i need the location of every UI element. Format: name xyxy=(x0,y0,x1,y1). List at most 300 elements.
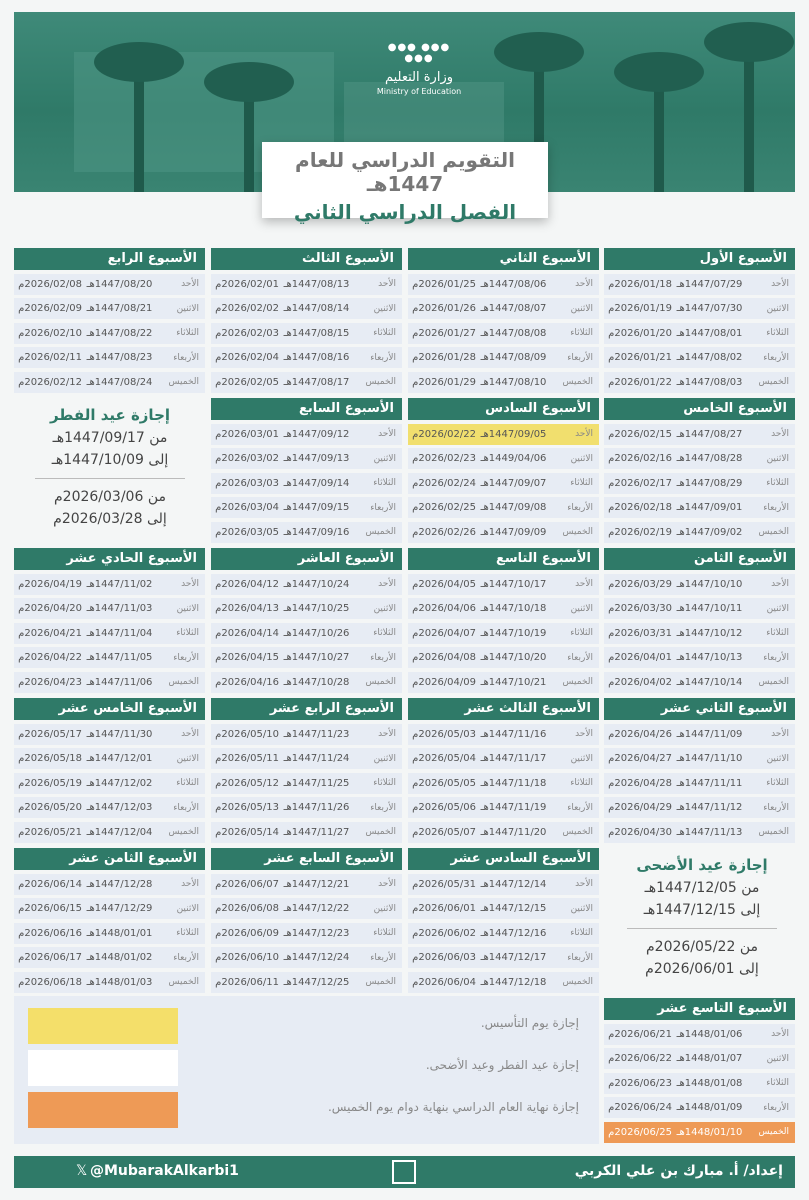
day-name: الأربعاء xyxy=(370,652,396,663)
day-row xyxy=(604,598,795,619)
day-row xyxy=(211,372,402,393)
day-row xyxy=(211,898,402,919)
day-row xyxy=(14,797,205,818)
day-name: الأربعاء xyxy=(567,952,593,963)
gregorian-date: 2026/02/10م xyxy=(18,327,82,339)
day-row xyxy=(14,372,205,393)
gregorian-date: 2026/05/10م xyxy=(215,728,279,740)
gregorian-date: 2026/04/23م xyxy=(18,676,82,688)
day-row xyxy=(604,372,795,393)
hijri-date: 1447/08/16هـ xyxy=(283,352,350,363)
hijri-date: 1447/11/17هـ xyxy=(480,753,547,764)
day-row xyxy=(604,522,795,543)
hijri-date: 1447/08/29هـ xyxy=(676,477,743,489)
gregorian-date: 2026/04/30م xyxy=(608,826,672,838)
week-title: الأسبوع التاسع عشر xyxy=(604,998,795,1020)
week-card xyxy=(408,848,599,993)
hijri-date: 1447/09/14هـ xyxy=(283,477,350,489)
gregorian-date: 2026/04/01م xyxy=(608,652,672,663)
hijri-date: 1447/08/20هـ xyxy=(86,278,153,290)
x-icon: 𝕏 xyxy=(76,1163,88,1179)
gregorian-date: 2026/06/07م xyxy=(215,878,279,890)
day-row xyxy=(211,323,402,344)
day-row xyxy=(211,748,402,769)
day-row xyxy=(14,773,205,794)
gregorian-date: 2026/04/27م xyxy=(608,753,672,764)
fitr-hijri-to: إلى 1447/10/09هـ xyxy=(51,452,169,468)
week-card xyxy=(604,398,795,543)
gregorian-date: 2026/06/22م xyxy=(608,1053,672,1064)
hijri-date: 1448/01/03هـ xyxy=(86,976,153,988)
day-name: الأحد xyxy=(771,279,789,289)
day-row xyxy=(14,748,205,769)
day-row xyxy=(604,724,795,745)
day-row xyxy=(604,822,795,843)
gregorian-date: 2026/03/01م xyxy=(215,428,279,440)
day-row xyxy=(408,347,599,368)
day-name: الثلاثاء xyxy=(373,628,396,638)
day-row xyxy=(211,822,402,843)
week-title: الأسبوع الثامن عشر xyxy=(14,848,205,870)
gregorian-date: 2026/06/02م xyxy=(412,927,476,939)
hijri-date: 1447/10/25هـ xyxy=(283,603,350,614)
gregorian-date: 2026/03/29م xyxy=(608,578,672,590)
day-name: الأربعاء xyxy=(763,1102,789,1113)
day-row xyxy=(14,972,205,993)
day-row xyxy=(211,298,402,319)
day-name: الأحد xyxy=(181,579,199,589)
hijri-date: 1447/10/12هـ xyxy=(676,627,743,639)
ministry-name-en: Ministry of Education xyxy=(376,87,462,96)
week-title: الأسبوع الثالث عشر xyxy=(408,698,599,720)
author-name: إعداد/ أ. مبارك بن علي الكربي xyxy=(574,1163,783,1179)
hijri-date: 1447/10/17هـ xyxy=(480,578,547,590)
day-row xyxy=(14,598,205,619)
hijri-date: 1447/12/03هـ xyxy=(86,802,153,813)
hijri-date: 1447/11/27هـ xyxy=(283,826,350,838)
hijri-date: 1447/11/18هـ xyxy=(480,777,547,789)
gregorian-date: 2026/01/27م xyxy=(412,327,476,339)
day-name: الاثنين xyxy=(373,903,396,914)
hijri-date: 1447/08/06هـ xyxy=(480,278,547,290)
day-name: الاثنين xyxy=(176,603,199,614)
day-name: الأحد xyxy=(771,1029,789,1039)
hijri-date: 1447/09/15هـ xyxy=(283,502,350,513)
legend-label-founding: إجازة يوم التأسيس. xyxy=(480,1016,579,1030)
hijri-date: 1447/11/25هـ xyxy=(283,777,350,789)
day-name: الخميس xyxy=(168,677,199,687)
week-card xyxy=(408,548,599,693)
legend xyxy=(14,996,599,1144)
gregorian-date: 2026/02/11م xyxy=(18,352,82,363)
hijri-date: 1447/09/09هـ xyxy=(480,526,547,538)
day-row xyxy=(211,797,402,818)
day-row xyxy=(604,473,795,494)
hijri-date: 1447/10/24هـ xyxy=(283,578,350,590)
gregorian-date: 2026/03/31م xyxy=(608,627,672,639)
gregorian-date: 2026/02/04م xyxy=(215,352,279,363)
day-row xyxy=(604,1024,795,1045)
day-name: الأحد xyxy=(771,579,789,589)
hijri-date: 1447/11/04هـ xyxy=(86,627,153,639)
day-row xyxy=(604,773,795,794)
week-card xyxy=(14,698,205,843)
week-title: الأسبوع الخامس عشر xyxy=(14,698,205,720)
gregorian-date: 2026/05/14م xyxy=(215,826,279,838)
day-row xyxy=(604,1097,795,1118)
day-name: الثلاثاء xyxy=(176,328,199,338)
day-row xyxy=(604,574,795,595)
hijri-date: 1447/08/13هـ xyxy=(283,278,350,290)
day-row xyxy=(14,323,205,344)
hijri-date: 1448/01/09هـ xyxy=(676,1102,743,1113)
day-name: الاثنين xyxy=(176,753,199,764)
hijri-date: 1447/08/27هـ xyxy=(676,428,743,440)
week-title: الأسبوع الثامن xyxy=(604,548,795,570)
day-name: الاثنين xyxy=(570,903,593,914)
day-row xyxy=(604,424,795,445)
hijri-date: 1447/11/09هـ xyxy=(676,728,743,740)
day-row xyxy=(408,497,599,518)
day-name: الأربعاء xyxy=(370,502,396,513)
day-name: الاثنين xyxy=(373,453,396,464)
week-title: الأسبوع الأول xyxy=(604,248,795,270)
day-name: الأربعاء xyxy=(370,952,396,963)
day-name: الأحد xyxy=(771,729,789,739)
day-name: الثلاثاء xyxy=(373,928,396,938)
gregorian-date: 2026/02/26م xyxy=(412,526,476,538)
adha-greg-from: من 2026/05/22م xyxy=(646,939,758,955)
gregorian-date: 2026/06/14م xyxy=(18,878,82,890)
hijri-date: 1447/11/23هـ xyxy=(283,728,350,740)
day-row xyxy=(408,598,599,619)
hijri-date: 1449/04/06هـ xyxy=(480,453,547,464)
hijri-date: 1447/09/05هـ xyxy=(480,428,547,440)
hijri-date: 1447/10/19هـ xyxy=(480,627,547,639)
day-name: الخميس xyxy=(365,677,396,687)
day-row xyxy=(408,574,599,595)
day-name: الثلاثاء xyxy=(176,628,199,638)
gregorian-date: 2026/06/01م xyxy=(412,903,476,914)
week-title: الأسبوع التاسع xyxy=(408,548,599,570)
day-name: الأحد xyxy=(575,279,593,289)
day-name: الثلاثاء xyxy=(570,778,593,788)
day-name: الثلاثاء xyxy=(766,778,789,788)
gregorian-date: 2026/01/25م xyxy=(412,278,476,290)
hijri-date: 1447/12/01هـ xyxy=(86,753,153,764)
hijri-date: 1447/08/15هـ xyxy=(283,327,350,339)
gregorian-date: 2026/02/09م xyxy=(18,303,82,314)
hijri-date: 1447/08/02هـ xyxy=(676,352,743,363)
week-card xyxy=(408,248,599,393)
day-row xyxy=(408,724,599,745)
day-name: الأحد xyxy=(575,429,593,439)
gregorian-date: 2026/01/28م xyxy=(412,352,476,363)
week-card xyxy=(604,998,795,1143)
gregorian-date: 2026/06/04م xyxy=(412,976,476,988)
day-row xyxy=(14,947,205,968)
day-row xyxy=(211,424,402,445)
day-row xyxy=(604,497,795,518)
day-name: الثلاثاء xyxy=(766,328,789,338)
gregorian-date: 2026/02/02م xyxy=(215,303,279,314)
day-name: الخميس xyxy=(758,677,789,687)
gregorian-date: 2026/06/18م xyxy=(18,976,82,988)
day-name: الاثنين xyxy=(570,303,593,314)
day-name: الاثنين xyxy=(570,603,593,614)
day-name: الاثنين xyxy=(176,303,199,314)
day-name: الخميس xyxy=(758,827,789,837)
gregorian-date: 2026/05/05م xyxy=(412,777,476,789)
week-card xyxy=(408,398,599,543)
title-box xyxy=(262,142,548,224)
day-name: الاثنين xyxy=(766,753,789,764)
hijri-date: 1447/09/13هـ xyxy=(283,453,350,464)
legend-label-yearend: إجازة نهاية العام الدراسي بنهاية دوام يوم الخميس. xyxy=(327,1100,579,1114)
hijri-date: 1447/10/13هـ xyxy=(676,652,743,663)
day-name: الثلاثاء xyxy=(766,1078,789,1088)
day-name: الأربعاء xyxy=(173,352,199,363)
gregorian-date: 2026/06/17م xyxy=(18,952,82,963)
day-row xyxy=(211,874,402,895)
hijri-date: 1447/12/24هـ xyxy=(283,952,350,963)
day-name: الأربعاء xyxy=(370,352,396,363)
gregorian-date: 2026/04/09م xyxy=(412,676,476,688)
legend-swatch-founding xyxy=(28,1008,178,1044)
day-name: الخميس xyxy=(758,377,789,387)
day-row xyxy=(211,448,402,469)
day-name: الاثنين xyxy=(570,453,593,464)
gregorian-date: 2026/04/22م xyxy=(18,652,82,663)
hijri-date: 1447/11/10هـ xyxy=(676,753,743,764)
palm-tree xyxy=(744,42,754,192)
page-title: التقويم الدراسي للعام 1447هـ xyxy=(295,148,515,196)
day-name: الثلاثاء xyxy=(570,478,593,488)
hijri-date: 1447/12/28هـ xyxy=(86,878,153,890)
hijri-date: 1447/10/27هـ xyxy=(283,652,350,663)
gregorian-date: 2026/02/15م xyxy=(608,428,672,440)
day-name: الخميس xyxy=(758,527,789,537)
week-title: الأسبوع الرابع عشر xyxy=(211,698,402,720)
day-name: الاثنين xyxy=(176,903,199,914)
gregorian-date: 2026/06/03م xyxy=(412,952,476,963)
gregorian-date: 2026/02/25م xyxy=(412,502,476,513)
hijri-date: 1447/09/08هـ xyxy=(480,502,547,513)
day-row xyxy=(604,347,795,368)
day-row xyxy=(211,972,402,993)
gregorian-date: 2026/04/14م xyxy=(215,627,279,639)
day-row xyxy=(408,424,599,445)
gregorian-date: 2026/04/19م xyxy=(18,578,82,590)
hijri-date: 1447/11/03هـ xyxy=(86,603,153,614)
week-title: الأسبوع الثالث xyxy=(211,248,402,270)
gregorian-date: 2026/02/24م xyxy=(412,477,476,489)
day-name: الخميس xyxy=(168,377,199,387)
day-name: الأحد xyxy=(378,429,396,439)
day-row xyxy=(604,647,795,668)
hijri-date: 1447/12/29هـ xyxy=(86,903,153,914)
gregorian-date: 2026/04/16م xyxy=(215,676,279,688)
legend-swatch-yearend xyxy=(28,1092,178,1128)
week-title: الأسبوع الرابع xyxy=(14,248,205,270)
hijri-date: 1447/11/12هـ xyxy=(676,802,743,813)
day-name: الخميس xyxy=(562,527,593,537)
gregorian-date: 2026/05/13م xyxy=(215,802,279,813)
day-name: الأربعاء xyxy=(173,802,199,813)
gregorian-date: 2026/04/05م xyxy=(412,578,476,590)
week-title: الأسبوع العاشر xyxy=(211,548,402,570)
day-name: الثلاثاء xyxy=(373,328,396,338)
gregorian-date: 2026/03/02م xyxy=(215,453,279,464)
twitter-handle[interactable]: @MubarakAlkarbi1 xyxy=(90,1163,239,1179)
gregorian-date: 2026/01/29م xyxy=(412,376,476,388)
week-card xyxy=(211,848,402,993)
day-row xyxy=(604,274,795,295)
day-name: الخميس xyxy=(758,1127,789,1137)
gregorian-date: 2026/04/06م xyxy=(412,603,476,614)
hijri-date: 1447/07/29هـ xyxy=(676,278,743,290)
day-row xyxy=(604,748,795,769)
day-row xyxy=(211,724,402,745)
day-row xyxy=(211,497,402,518)
day-name: الثلاثاء xyxy=(570,628,593,638)
day-row xyxy=(14,623,205,644)
fitr-greg-from: من 2026/03/06م xyxy=(54,489,166,505)
day-row xyxy=(604,797,795,818)
hijri-date: 1447/09/01هـ xyxy=(676,502,743,513)
day-name: الأحد xyxy=(378,279,396,289)
hijri-date: 1447/08/01هـ xyxy=(676,327,743,339)
hijri-date: 1447/08/07هـ xyxy=(480,303,547,314)
week-card xyxy=(604,548,795,693)
week-title: الأسبوع السادس عشر xyxy=(408,848,599,870)
day-row xyxy=(408,672,599,693)
author-logo xyxy=(392,1160,416,1184)
week-card xyxy=(408,698,599,843)
gregorian-date: 2026/03/04م xyxy=(215,502,279,513)
hijri-date: 1447/10/18هـ xyxy=(480,603,547,614)
day-name: الأربعاء xyxy=(567,652,593,663)
day-row xyxy=(408,473,599,494)
gregorian-date: 2026/06/10م xyxy=(215,952,279,963)
day-row xyxy=(14,874,205,895)
hijri-date: 1447/10/28هـ xyxy=(283,676,350,688)
hijri-date: 1448/01/01هـ xyxy=(86,927,153,939)
day-row xyxy=(604,623,795,644)
day-row xyxy=(604,1048,795,1069)
day-name: الثلاثاء xyxy=(570,928,593,938)
day-row xyxy=(408,372,599,393)
adha-greg-to: إلى 2026/06/01م xyxy=(645,961,759,977)
gregorian-date: 2026/05/18م xyxy=(18,753,82,764)
hijri-date: 1447/08/17هـ xyxy=(283,376,350,388)
fitr-holiday xyxy=(25,406,195,527)
day-row xyxy=(211,923,402,944)
day-row xyxy=(408,298,599,319)
day-name: الأحد xyxy=(378,729,396,739)
hijri-date: 1447/08/21هـ xyxy=(86,303,153,314)
hijri-date: 1447/08/28هـ xyxy=(676,453,743,464)
day-name: الثلاثاء xyxy=(176,928,199,938)
gregorian-date: 2026/04/07م xyxy=(412,627,476,639)
palm-tree xyxy=(654,72,664,192)
day-row xyxy=(211,347,402,368)
hijri-date: 1448/01/08هـ xyxy=(676,1077,743,1089)
gregorian-date: 2026/05/03م xyxy=(412,728,476,740)
day-row xyxy=(408,647,599,668)
day-name: الأحد xyxy=(771,429,789,439)
day-row xyxy=(211,773,402,794)
hijri-date: 1447/08/14هـ xyxy=(283,303,350,314)
gregorian-date: 2026/01/21م xyxy=(608,352,672,363)
week-title: الأسبوع السابع xyxy=(211,398,402,420)
day-name: الخميس xyxy=(365,827,396,837)
day-row xyxy=(14,672,205,693)
day-name: الخميس xyxy=(562,677,593,687)
week-title: الأسبوع الثاني xyxy=(408,248,599,270)
page-subtitle: الفصل الدراسي الثاني xyxy=(293,200,517,224)
hijri-date: 1447/11/19هـ xyxy=(480,802,547,813)
day-row xyxy=(408,797,599,818)
day-name: الأربعاء xyxy=(173,952,199,963)
day-name: الاثنين xyxy=(766,1053,789,1064)
day-row xyxy=(604,1122,795,1143)
day-name: الأربعاء xyxy=(763,502,789,513)
day-name: الأربعاء xyxy=(763,652,789,663)
gregorian-date: 2026/06/21م xyxy=(608,1028,672,1040)
gregorian-date: 2026/05/06م xyxy=(412,802,476,813)
day-row xyxy=(408,623,599,644)
day-row xyxy=(14,898,205,919)
day-name: الأربعاء xyxy=(763,352,789,363)
gregorian-date: 2026/03/03م xyxy=(215,477,279,489)
week-title: الأسبوع الثاني عشر xyxy=(604,698,795,720)
legend-swatch-eid xyxy=(28,1050,178,1086)
gregorian-date: 2026/02/08م xyxy=(18,278,82,290)
day-row xyxy=(211,623,402,644)
day-name: الثلاثاء xyxy=(176,778,199,788)
day-row xyxy=(408,773,599,794)
day-name: الخميس xyxy=(365,977,396,987)
hijri-date: 1447/09/07هـ xyxy=(480,477,547,489)
hijri-date: 1448/01/06هـ xyxy=(676,1028,743,1040)
hijri-date: 1447/10/11هـ xyxy=(676,603,743,614)
hijri-date: 1447/11/24هـ xyxy=(283,753,350,764)
day-name: الخميس xyxy=(168,827,199,837)
day-name: الخميس xyxy=(365,377,396,387)
day-row xyxy=(211,473,402,494)
day-name: الاثنين xyxy=(766,453,789,464)
gregorian-date: 2026/04/29م xyxy=(608,802,672,813)
hijri-date: 1447/12/16هـ xyxy=(480,927,547,939)
hijri-date: 1447/11/06هـ xyxy=(86,676,153,688)
hijri-date: 1447/10/14هـ xyxy=(676,676,743,688)
week-title: الأسبوع الحادي عشر xyxy=(14,548,205,570)
week-card xyxy=(211,398,402,543)
gregorian-date: 2026/05/04م xyxy=(412,753,476,764)
day-row xyxy=(604,298,795,319)
gregorian-date: 2026/06/25م xyxy=(608,1126,672,1138)
day-name: الاثنين xyxy=(373,753,396,764)
day-row xyxy=(604,1073,795,1094)
week-card xyxy=(604,248,795,393)
day-name: الأربعاء xyxy=(763,802,789,813)
legend-label-eid: إجازة عيد الفطر وعيد الأضحى. xyxy=(425,1058,579,1072)
day-name: الخميس xyxy=(365,527,396,537)
day-name: الأربعاء xyxy=(173,652,199,663)
gregorian-date: 2026/05/07م xyxy=(412,826,476,838)
hijri-date: 1447/12/17هـ xyxy=(480,952,547,963)
